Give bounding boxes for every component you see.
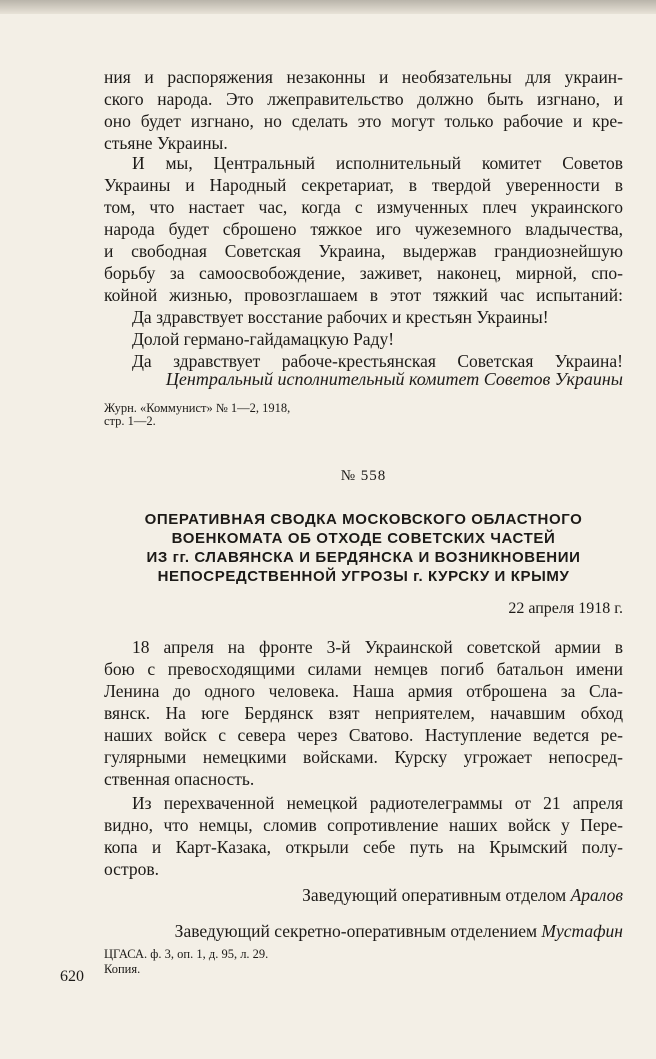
heading-line-4: НЕПОСРЕДСТВЕННОЙ УГРОЗЫ г. КУРСКУ И КРЫМУ — [157, 568, 570, 585]
top-paragraph-line-4: стьяне Украины. — [104, 133, 228, 153]
heading-line-2: ВОЕНКОМАТА ОБ ОТХОДЕ СОВЕТСКИХ ЧАСТЕЙ — [171, 530, 556, 547]
source-1-line-1: Журн. «Коммунист» № 1—2, 1918, — [104, 401, 291, 415]
second-paragraph-line-2: Украины и Народный секретариат, в твердой уверенности в — [104, 175, 623, 195]
second-paragraph-line-7: койной жизнью, провозглашаем в этот тяжкий час испытаний: — [104, 285, 623, 305]
report-2-line-4: остров. — [104, 859, 159, 879]
signature-secret-ops-name: Мустафин — [541, 921, 623, 941]
heading-line-1: ОПЕРАТИВНАЯ СВОДКА МОСКОВСКОГО ОБЛАСТНОГО — [144, 511, 583, 528]
report-1-line-3: Ленина до одного человека. Наша армия отброшена за Сла- — [104, 681, 623, 701]
page-top-edge — [0, 0, 656, 14]
signature-cec-ukraine: Центральный исполнительный комитет Советов Украины — [165, 369, 623, 389]
signature-secret-ops-title: Заведующий секретно-оперативным отделением — [174, 921, 538, 941]
report-1-line-1: 18 апреля на фронте 3-й Украинской советской армии в — [132, 637, 623, 657]
top-paragraph-line-2: ского народа. Это лжеправительство должно быть изгнано, и — [104, 89, 623, 109]
report-1-line-2: бою с превосходящими силами немцев погиб батальон имени — [104, 659, 623, 679]
report-2-line-3: копа и Карт-Казака, открыли себе путь на Крымский полу- — [104, 837, 623, 857]
report-2-line-2: видно, что немцы, сломив сопротивление наших войск у Пере- — [104, 815, 623, 835]
document-number: № 558 — [340, 468, 387, 484]
signature-operations-head — [104, 884, 623, 906]
second-paragraph-line-1: И мы, Центральный исполнительный комитет Советов — [132, 153, 623, 173]
report-1-line-6: гулярными немецкими войсками. Курску угрожает непосред- — [104, 747, 623, 767]
second-paragraph-line-4: народа будет сброшено тяжкое иго чужеземного владычества, — [104, 219, 623, 239]
signature-operations-title: Заведующий оперативным отделом — [302, 885, 567, 905]
signature-secret-ops-head — [104, 920, 623, 942]
report-1-line-5: наших войск с севера через Сватово. Наступление ведется ре- — [104, 725, 623, 745]
slogan-2: Долой германо-гайдамацкую Раду! — [132, 329, 395, 349]
top-paragraph-line-1: ния и распоряжения незаконны и необязательны для украин- — [104, 67, 623, 87]
signature-operations-name: Аралов — [570, 885, 623, 905]
report-1-line-7: ственная опасность. — [104, 769, 255, 789]
top-paragraph-line-3: оно будет изгнано, но сделать это могут только рабочие и кре- — [104, 111, 623, 131]
document-date: 22 апреля 1918 г. — [508, 600, 623, 617]
source-2-line-1: ЦГАСА. ф. 3, оп. 1, д. 95, л. 29. — [104, 947, 269, 961]
heading-line-3: ИЗ гг. СЛАВЯНСКА И БЕРДЯНСКА И ВОЗНИКНОВЕНИИ — [146, 549, 581, 566]
report-2-line-1: Из перехваченной немецкой радиотелеграммы от 21 апреля — [132, 793, 623, 813]
slogan-3: Да здравствует рабоче-крестьянская Советская Украина! — [132, 351, 623, 371]
second-paragraph-line-3: том, что настает час, когда с измученных плеч украинского — [104, 197, 623, 217]
page-number: 620 — [60, 968, 84, 985]
slogan-1: Да здравствует восстание рабочих и крестьян Украины! — [132, 307, 549, 327]
second-paragraph-line-6: борьбу за самоосвобождение, заживет, наконец, мирной, спо- — [104, 263, 623, 283]
report-1-line-4: вянск. На юге Бердянск взят неприятелем, начавшим обход — [104, 703, 623, 723]
second-paragraph-line-5: и свободная Советская Украина, выдержав грандиознейшую — [104, 241, 623, 261]
source-1-line-2: стр. 1—2. — [104, 414, 156, 428]
source-2-line-2: Копия. — [104, 962, 141, 976]
